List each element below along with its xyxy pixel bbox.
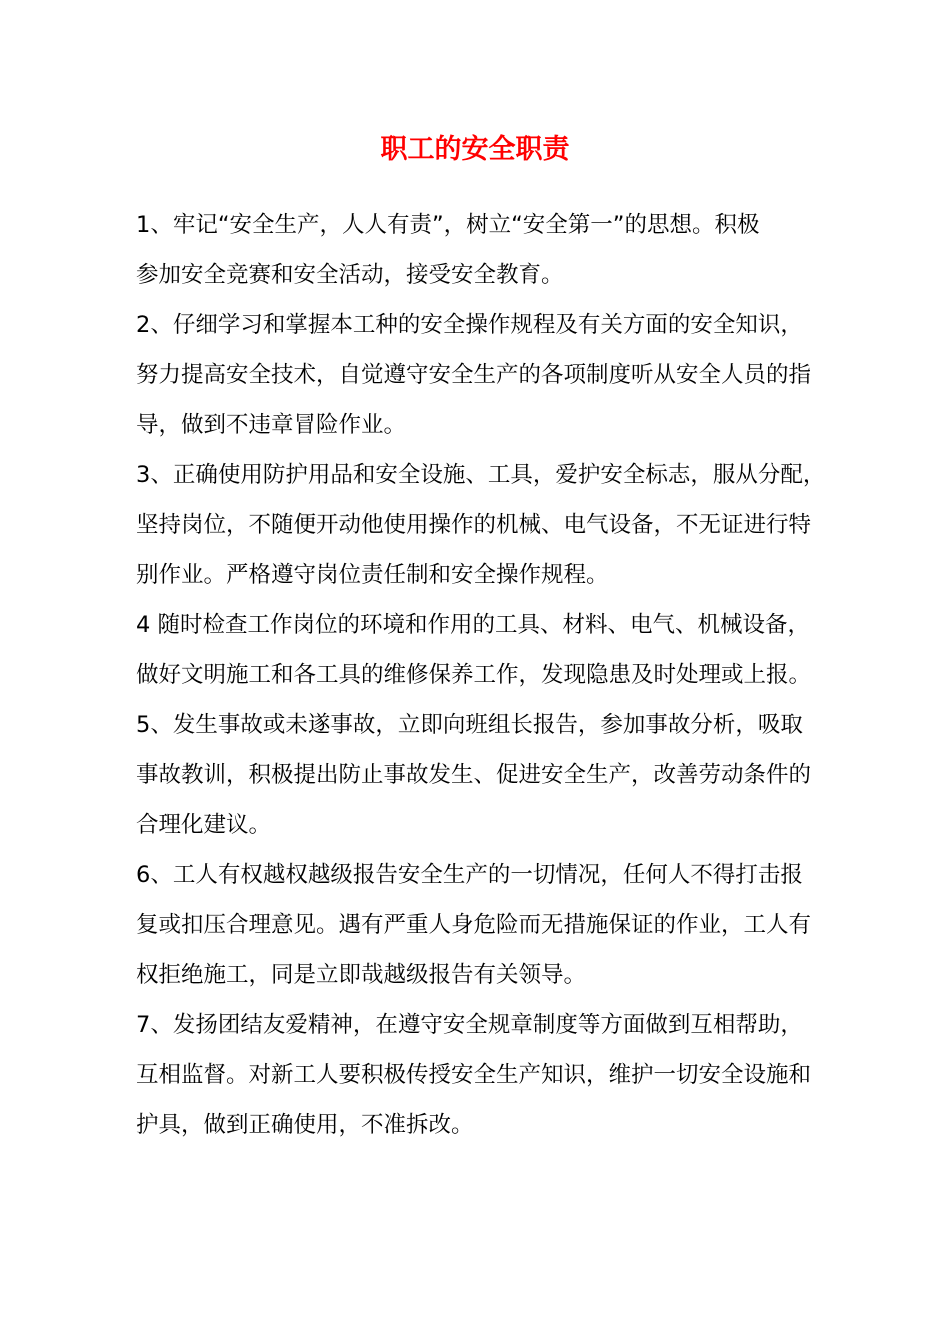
- paragraph-1: [136, 200, 826, 300]
- paragraph-line: 做好文明施工和各工具的维修保养工作，发现隐患及时处理或上报。: [136, 662, 812, 688]
- paragraph-line: 参加安全竞赛和安全活动，接受安全教育。: [136, 262, 564, 288]
- document-title: 职工的安全职责: [380, 134, 570, 165]
- paragraph-line: 1、牢记“安全生产，人人有责”，树立“安全第一”的思想。积极: [136, 212, 760, 238]
- paragraph-line: 互相监督。对新工人要积极传授安全生产知识，维护一切安全设施和: [136, 1062, 812, 1088]
- paragraph-line: 4 随时检查工作岗位的环境和作用的工具、材料、电气、机械设备，: [136, 612, 810, 638]
- paragraph-line: 6、工人有权越权越级报告安全生产的一切情况，任何人不得打击报: [136, 862, 803, 888]
- paragraph-7: [136, 1000, 826, 1150]
- document-body: [136, 200, 826, 1150]
- paragraph-2: [136, 300, 826, 450]
- paragraph-line: 事故教训，积极提出防止事故发生、促进安全生产，改善劳动条件的: [136, 762, 812, 788]
- paragraph-line: 3、正确使用防护用品和安全设施、工具，爱护安全标志，服从分配，: [136, 462, 826, 488]
- paragraph-line: 别作业。严格遵守岗位责任制和安全操作规程。: [136, 562, 609, 588]
- paragraph-line: 2、仔细学习和掌握本工种的安全操作规程及有关方面的安全知识，: [136, 312, 803, 338]
- paragraph-3: [136, 450, 826, 600]
- paragraph-line: 7、发扬团结友爱精神，在遵守安全规章制度等方面做到互相帮助，: [136, 1012, 803, 1038]
- paragraph-6: [136, 850, 826, 1000]
- paragraph-line: 合理化建议。: [136, 812, 272, 838]
- paragraph-line: 坚持岗位，不随便开动他使用操作的机械、电气设备，不无证进行特: [136, 512, 812, 538]
- paragraph-line: 导，做到不违章冒险作业。: [136, 412, 407, 438]
- paragraph-4: [136, 600, 826, 700]
- paragraph-line: 权拒绝施工，同是立即哉越级报告有关领导。: [136, 962, 587, 988]
- paragraph-line: 努力提高安全技术，自觉遵守安全生产的各项制度听从安全人员的指: [136, 362, 812, 388]
- paragraph-line: 护具，做到正确使用，不准拆改。: [136, 1112, 474, 1138]
- paragraph-5: [136, 700, 826, 850]
- paragraph-line: 5、发生事故或未遂事故，立即向班组长报告，参加事故分析，吸取: [136, 712, 803, 738]
- paragraph-line: 复或扣压合理意见。遇有严重人身危险而无措施保证的作业，工人有: [136, 912, 812, 938]
